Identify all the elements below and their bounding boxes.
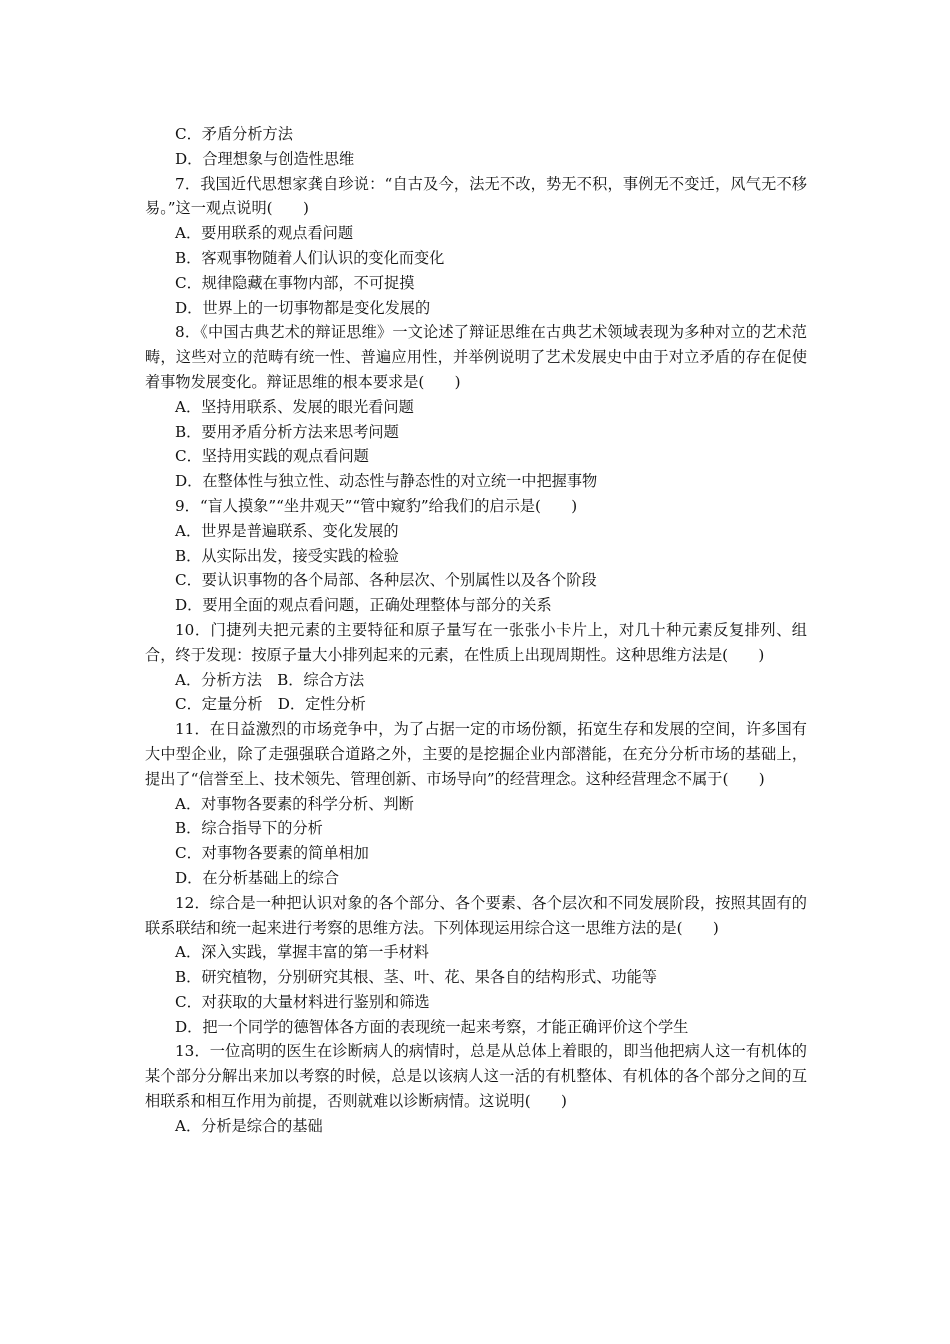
option-line: C．矛盾分析方法 xyxy=(175,125,293,143)
question-stem: 13．一位高明的医生在诊断病人的病情时，总是从总体上着眼的，即当他把病人这一有机体的某个部分分解出来加以考察的时候，总是以该病人这一活的有机整体、有机体的各个部分之间的互相联系和相互作用为前提，否则就难以诊断病情。这说明( ) xyxy=(145,1042,807,1111)
option-line: B．要用矛盾分析方法来思考问题 xyxy=(175,422,399,441)
option-line: D．把一个同学的德智体各方面的表现统一起来考察，才能正确评价这个学生 xyxy=(175,1017,689,1036)
question-stem: 8．《中国古典艺术的辩证思维》一文论述了辩证思维在古典艺术领域表现为多种对立的艺术范畴，这些对立的范畴有统一性、普遍应用性，并举例说明了艺术发展史中由于对立矛盾的存在促使着事物发展变化。辩证思维的根本要求是( ) xyxy=(145,323,807,391)
option-line: A．分析是综合的基础 xyxy=(175,1116,323,1135)
option-line: D．在分析基础上的综合 xyxy=(175,868,340,887)
option-line: B．客观事物随着人们认识的变化而变化 xyxy=(175,248,445,267)
option-line: C．对获取的大量材料进行鉴别和筛选 xyxy=(175,992,430,1011)
option-line: B．从实际出发，接受实践的检验 xyxy=(175,546,399,565)
option-line: C．要认识事物的各个局部、各种层次、个别属性以及各个阶段 xyxy=(175,571,597,590)
option-line: A．要用联系的观点看问题 xyxy=(175,224,354,243)
option-line: C．对事物各要素的简单相加 xyxy=(175,844,369,863)
option-line: C．规律隐藏在事物内部，不可捉摸 xyxy=(175,273,415,292)
option-line: D．在整体性与独立性、动态性与静态性的对立统一中把握事物 xyxy=(175,472,598,491)
document-page xyxy=(145,122,807,1139)
question-stem: 10．门捷列夫把元素的主要特征和原子量写在一张张小卡片上，对几十种元素反复排列、组合，终于发现：按原子量大小排列起来的元素，在性质上出现周期性。这种思维方法是( ) xyxy=(145,620,807,664)
question-stem: 11．在日益激烈的市场竞争中，为了占据一定的市场份额，拓宽生存和发展的空间，许多国有大中型企业，除了走强强联合道路之外，主要的是挖掘企业内部潜能，在充分分析市场的基础上，提出了“信誉至上、技术领先、管理创新、市场导向”的经营理念。这种经营理念不属于( ) xyxy=(145,720,807,788)
question-stem: 7．我国近代思想家龚自珍说：“自古及今，法无不改，势无不积，事例无不变迁，风气无不移易。”这一观点说明( ) xyxy=(145,174,807,218)
option-line: B．综合指导下的分析 xyxy=(175,819,323,838)
option-line: A．世界是普遍联系、变化发展的 xyxy=(175,521,399,540)
question-stem: 9．“盲人摸象”“坐井观天”“管中窥豹”给我们的启示是( ) xyxy=(175,496,578,515)
option-line: A．深入实践，掌握丰富的第一手材料 xyxy=(175,943,429,962)
question-stem: 12．综合是一种把认识对象的各个部分、各个要素、各个层次和不同发展阶段，按照其固有的联系联结和统一起来进行考察的思维方法。下列体现运用综合这一思维方法的是( ) xyxy=(145,893,807,937)
option-line: B．研究植物，分别研究其根、茎、叶、花、果各自的结构形式、功能等 xyxy=(175,968,657,987)
option-line: A．分析方法 B．综合方法 xyxy=(175,670,365,689)
option-line: C．定量分析 D．定性分析 xyxy=(175,695,366,714)
option-line: A．对事物各要素的科学分析、判断 xyxy=(175,794,414,813)
option-line: A．坚持用联系、发展的眼光看问题 xyxy=(175,397,414,416)
option-line: D．要用全面的观点看问题，正确处理整体与部分的关系 xyxy=(175,596,552,615)
option-line: D．世界上的一切事物都是变化发展的 xyxy=(175,298,431,317)
option-line: D．合理想象与创造性思维 xyxy=(175,149,355,168)
option-line: C．坚持用实践的观点看问题 xyxy=(175,447,369,466)
